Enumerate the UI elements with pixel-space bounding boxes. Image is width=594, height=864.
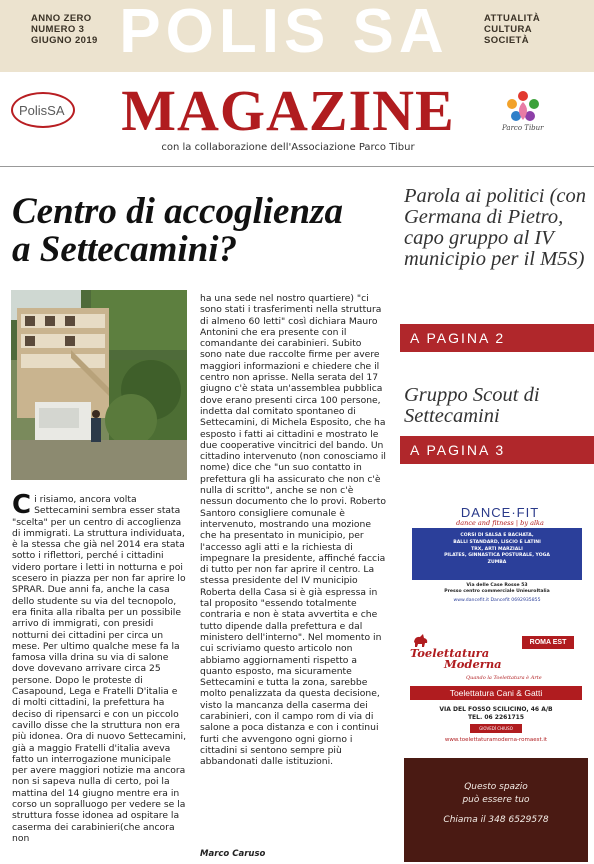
issue-label: NUMERO 3 [31, 24, 85, 35]
header-divider [0, 166, 594, 167]
dancefit-service: CORSI DI SALSA E BACHATA, [460, 533, 534, 538]
article-photo [11, 290, 187, 480]
dancefit-contacts: www.dancefit.it Dancefit 0692935855 [453, 598, 541, 603]
toelettatura-name-line: Moderna [444, 657, 502, 671]
dancefit-address-line: Via delle Case Rosse 53 [466, 583, 528, 588]
ad-space-line-1: Questo spazio [464, 782, 528, 792]
roma-est-badge: ROMA EST [522, 636, 574, 649]
headline-line-2: a Settecamini? [12, 229, 238, 270]
toelettatura-tagline: Quando la Toelettatura è Arte [466, 675, 542, 681]
article-author: Marco Caruso [200, 849, 266, 859]
section-cultura: CULTURA [484, 24, 533, 35]
dancefit-service: ZUMBA [487, 560, 507, 566]
date-label: GIUGNO 2019 [31, 35, 98, 46]
dancefit-services [412, 528, 582, 580]
article-text-col2: ha una sede nel nostro quartiere) "ci sono stati i trasferimenti nella struttura di almeno 60 letti" così dichiara Mauro Antonini che era presente con il comandante dei carabinieri. Subito sono nate due raccolte firme per avere maggiori informazioni e chiedere che il centro non aprisse. Nella serata del 17 giugno c'è stata un'assemblea pubblica dove erano presenti circa 100 persone, indetta dal comitato spontaneo di Settecamini, di Michela Esposito, che ha esposto i fatti ai cittadini e mostrato le due cooperative vincitrici del bando. Un cittadino intervenuto (non conosciamo il nome) dice che "un suo contatto in prefettura gli ha assicurato che non c'è nulla di scritto", anche se non c'è nessun documento che lo provi. Roberto Santoro consigliere comunale è intervenuto, mostrando una mozione che ha presentato in municipio, per l'accesso agli atti e la richiesta di impegnare la presidente, affinché faccia di tutto per non far aprire il centro. La stessa presidente del IV municipio Roberta della Casa si è già espressa in tal proposito "essendo totalmente contraria e non è stata avvertita e che tutto dipende dalla prefettura e dal ministero dell'interno". Nel momento in cui scriviamo questo articolo non abbiamo aggiornamenti rispetto a quanto esposto, ma sicuramente Settecamini e tutta la zona, sarebbe molto penalizzata da questa decisione, visto la mancanza della caserma dei carabinieri, con il campo rom di via di salone a poca distanza e con i continui furti che avvengono ogni giorno i cittadini si sentono sempre più abbandonati dalle istituzioni. [200, 293, 386, 768]
masthead [0, 0, 594, 72]
section-attualita: ATTUALITÀ [484, 13, 541, 24]
section-list [484, 13, 540, 46]
headline-line-1: Centro di accoglienza [12, 191, 343, 232]
article-column-2 [200, 293, 386, 767]
dancefit-service: TRX, ARTI MARZIALI [471, 546, 523, 552]
dancefit-service: BALLI STANDARD, LISCIO E LATINI [453, 539, 541, 545]
toelettatura-hours: GIOVEDÌ CHIUSO [470, 724, 522, 733]
dancefit-ad[interactable] [404, 500, 588, 620]
toelettatura-bar: Toelettatura Cani & Gatti [410, 686, 582, 700]
magazine-title: MAGAZINE [121, 78, 455, 143]
article-text-col1: i risiamo, ancora volta Settecamini sembra esser stata "scelta" per un centro di accoglienza di immigrati. La struttura individuata, è la stessa che già nel 2014 era stata sotto i riflettori, perché i cittadini videro portare i letti in notturna e poi scesero in piazza per non far aprire lo SPRAR. Due anni fa, anche la casa dello studente su via del tecnopolo, era finita alla ribalta per un possibile arrivo di immigrati, con presidi notturni dei cittadini per circa un mese. Per ultimo qualche mese fa la famosa villa drina su via di salone dove dovevano arrivare circa 25 persone. Dopo le proteste di Casapound, Lega e Fratelli D'italia e di molti cittadini, la prefettura ha deciso di ripensarci e con un piccolo cavillo disse che la struttura non era più idonea. Ora di nuovo Settecamini, già a maggio Fratelli d'italia aveva fatto un interrogazione municipale per avere maggiori notizie ma ancora non si sapeva nulla di certo, poi la mattina del 14 giugno mentre era in corso un sopralluogo per vedere se la struttura fosse idonea ad ospitare la caserma dei carabinieri(che ancora non [12, 494, 187, 844]
drop-cap: C [12, 490, 32, 520]
teaser-politici[interactable]: Parola ai politici (con Germana di Pietro, capo gruppo al IV municipio per il M5S) [404, 185, 587, 270]
masthead-title: POLIS SA [119, 0, 449, 66]
polis-logo-text: PolisSA [19, 103, 65, 118]
polis-logo [11, 92, 75, 128]
issue-info [31, 13, 98, 46]
dancefit-address [412, 583, 582, 595]
toelettatura-website[interactable]: www.toelettaturamoderna-romaest.it [444, 737, 548, 743]
dancefit-logo: DANCE·FIT [460, 505, 540, 520]
dancefit-address-line: Presso centro commerciale UnieuroItalia [444, 589, 550, 594]
ad-space-line-2: può essere tuo [462, 795, 530, 805]
ad-space-box[interactable] [404, 758, 588, 862]
article-headline [12, 193, 392, 269]
article-column-1 [12, 490, 188, 844]
teaser-politici-link[interactable]: A PAGINA 2 [400, 324, 594, 352]
toelettatura-ad[interactable] [404, 628, 588, 750]
section-societa: SOCIETÀ [484, 35, 530, 46]
edition-label: ANNO ZERO [31, 13, 92, 24]
ad-space-phone: Chiama il 348 6529578 [443, 815, 549, 825]
toelettatura-phone: TEL. 06 2261715 [467, 714, 525, 721]
teaser-scout[interactable]: Gruppo Scout di Settecamini [404, 384, 540, 427]
dancefit-service: PILATES, GINNASTICA POSTURALE, YOGA [444, 553, 550, 559]
toelettatura-name-line: Toelettatura [410, 646, 490, 660]
dancefit-tagline: dance and fitness | by alka [456, 519, 544, 527]
toelettatura-name [410, 648, 502, 670]
collaboration-line: con la collaborazione dell'Associazione Parco Tibur [161, 142, 415, 153]
toelettatura-address: VIA DEL FOSSO SCILICINO, 46 A/B [439, 706, 553, 713]
teaser-scout-link[interactable]: A PAGINA 3 [400, 436, 594, 464]
tibur-logo-text: Parco Tibur [502, 124, 544, 132]
